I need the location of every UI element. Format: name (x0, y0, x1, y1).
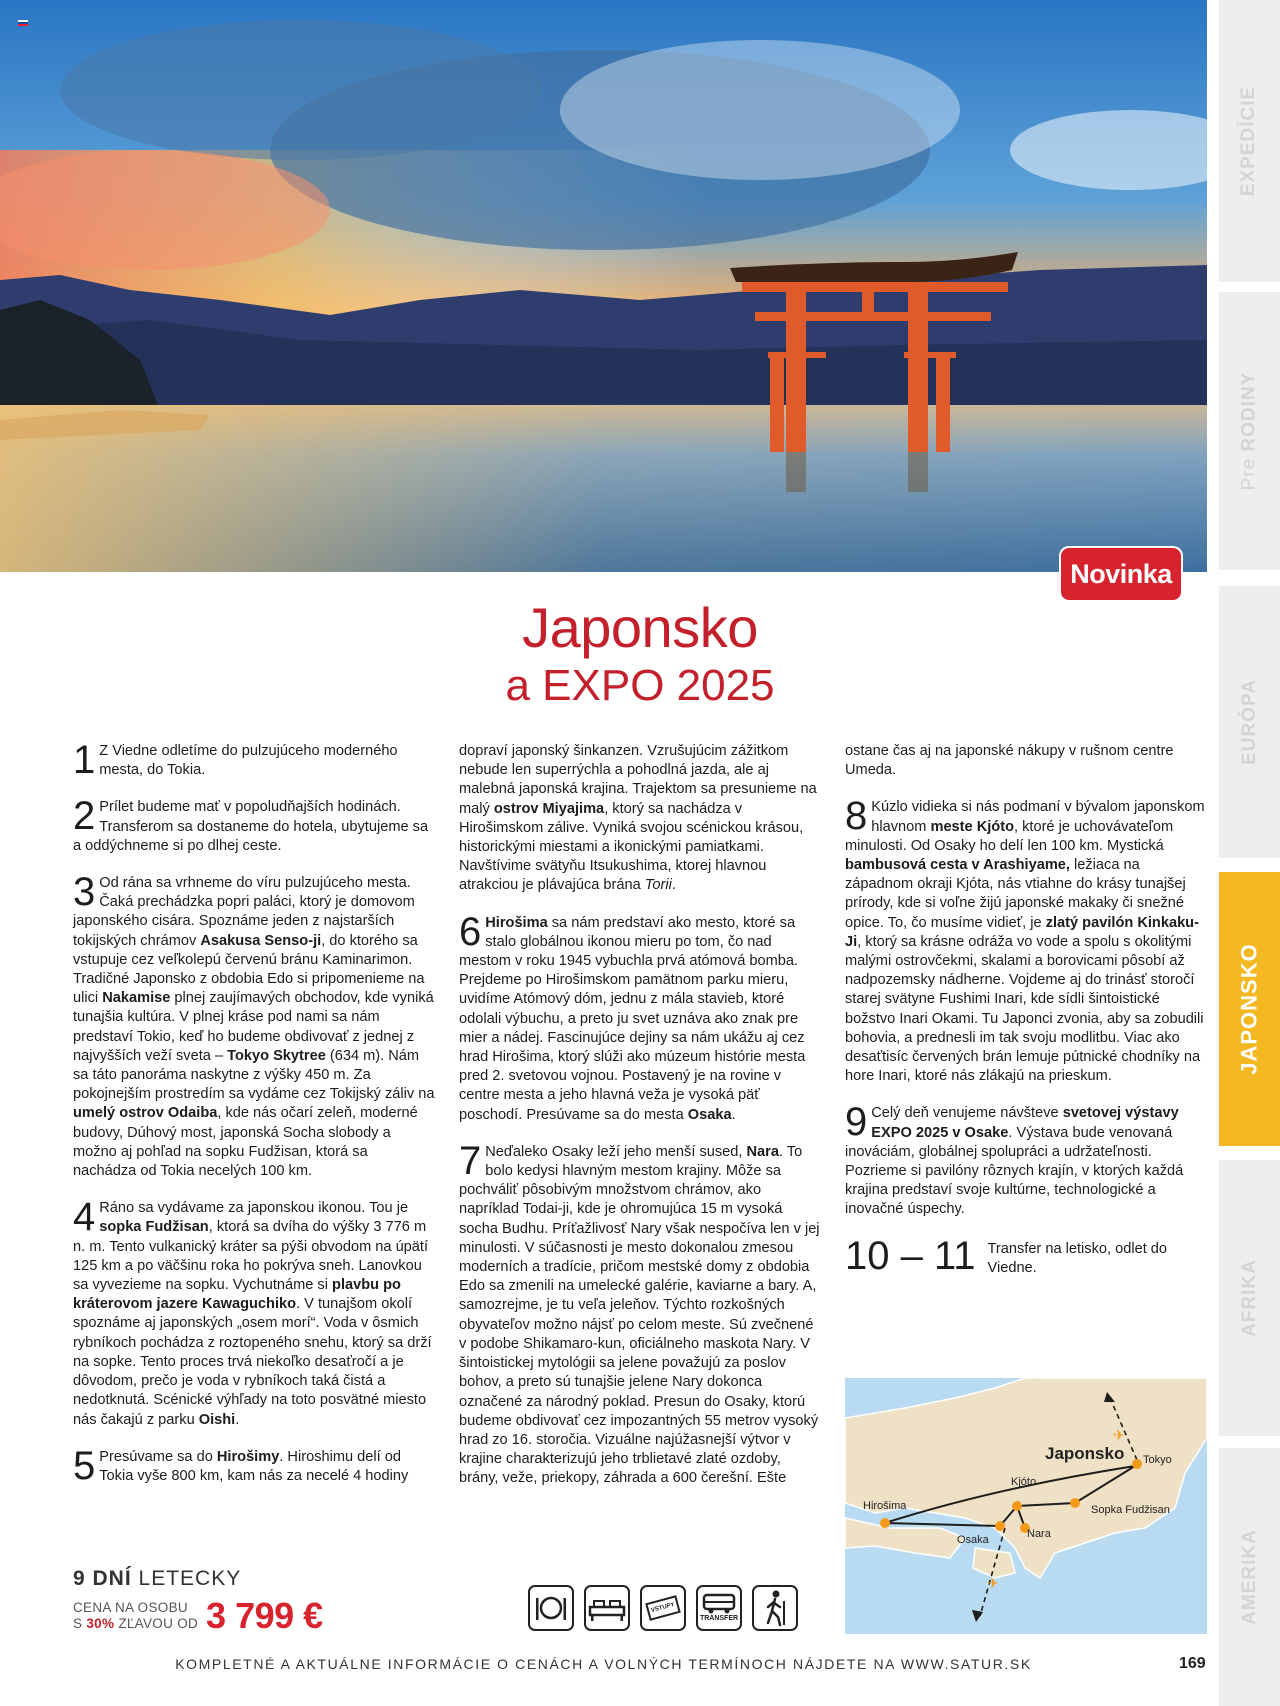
itinerary-column-1 (73, 738, 435, 1504)
day-8: 8 Kúzlo vidieka si nás podmaní v bývalom japonskom hlavnom meste Kjóto, ktoré je uchovávateľom minulosti. Od Osaky ho delí len 100 km. Mystická bambusová cesta v Arashiyame, ležiaca na západnom okraji Kjóta, nás vtiahne do krásy tunajšej prírody, kde si voľne žijú japonské makaky či snežné opice. To, čo musíme vidieť, je zlatý pavilón Kinkaku-Ji, ktorý sa krásne odráža vo vode a spolu s okolitými malými ostrovčekmi, skalami a borovicami pôsobí až nadpozemsky nádherne. Vojdeme aj do trinásť storočí starej svätyne Fushimi Inari, kde sídli šintoistické božstvo Inari Okami. Tu Japonci zvonia, aby sa zobudili bohovia, a prednesli im tak svoju modlitbu. Viac ako desaťtisíc červených brán lemuje pútnické chodníky na hore Inari, ktoré nás zlákajú na prieskum. (845, 794, 1205, 1085)
page-number: 169 (1179, 1655, 1206, 1672)
day-number: 3 (73, 870, 96, 915)
flag-icon (18, 20, 28, 27)
tab-afrika[interactable] (1219, 1160, 1280, 1436)
tab-label: EXPEDÍCIE (1238, 85, 1260, 197)
tab-expedicie[interactable] (1219, 0, 1280, 282)
day-number: 8 (845, 794, 868, 839)
day-number: 10 – 11 (845, 1233, 976, 1278)
day-7: 7 Neďaleko Osaky leží jeho menší sused, Nara. To bolo kedysi hlavným mestom krajiny. Môže sa pochváliť pôsobivým množstvom chrámov, ako napríklad Todai-ji, kde je ohromujúca 15 m vysoká socha Budhu. Príťažlivosť Nary však nespočíva len v jej minulosti. V súčasnosti je mesto dokonalou zmesou moderních a tradície, pričom mestské domy z obdobia Edo sa zmenili na umelecké galérie, kaviarne a bary. A, samozrejme, je tu veľa jeleňov. Týchto rozkošných obyvateľov možno nájsť po celom meste. Sú zvečnené v podobe Shikamaro-kun, oficiálneho maskota Nary. V šintoistickej mytológii sa jelene považujú za poslov bohov, a preto sú tunajšie jelene Nary dokonca označené za národný poklad. Presun do Osaky, ktorú budeme obdivovať cez impozantných 55 metrov vysoký hrad zo 16. storočia. Vizuálne najúžasnejší výtvor v krajine charakterizujú jeho trblietavé zlaté ozdoby, brány, veže, priekopy, záhrada a 600 čerešní. Ešte (459, 1138, 820, 1487)
map-city-osaka: Osaka (957, 1534, 989, 1546)
tab-label: AFRIKA (1238, 1259, 1260, 1337)
tab-label: AMERIKA (1238, 1529, 1260, 1625)
day-2 (73, 794, 435, 856)
tab-amerika[interactable] (1219, 1448, 1280, 1706)
day-7-continued: ostane čas aj na japonské nákupy v rušnom centre Umeda. (845, 743, 1174, 779)
map-city-hiroshima: Hirošima (863, 1500, 907, 1512)
title-line-2: a EXPO 2025 (505, 661, 775, 710)
svg-text:✈: ✈ (987, 1575, 999, 1591)
day-9: 9 Celý deň venujeme návšteve svetovej výstavy EXPO 2025 v Osake. Výstava bude venovaná inováciám, globálnej spolupráci a udržateľnosti. Pozrieme si pavilóny rôznych krajín, v ktorých každá krajina predstaví svoje kultúrne, technologické a inovačné úspechy. (845, 1100, 1184, 1218)
hiking-icon (752, 1585, 798, 1631)
trip-duration: 9 DNÍ LETECKY (73, 1567, 242, 1590)
day-number: 9 (845, 1100, 868, 1145)
day-4: 4 Ráno sa vydávame za japonskou ikonou. Tou je sopka Fudžisan, ktorá sa dvíha do výšky 3 776 m n. m. Tento vulkanický kráter sa pýši obvodom na úpätí 125 km a po väčšinu roka ho pokrýva sneh. Lanovkou sa vyvezieme na sopku. Vychutnáme si plavbu po kráterovom jazere Kawaguchiko. V tunajšom okolí spoznáme aj japonských „osem morí“. Voda v ôsmich rybníkoch pochádza z roztopeného snehu, ktorý sa drží na sopke. Tento proces trvá niekoľko desaťročí a je dôvodom, prečo je voda v rybníkoch taká čistá a nedotknutá. Scénické výhľady na toto posvätné miesto nás čakajú z parku Oishi. (73, 1195, 432, 1428)
day-number: 2 (73, 794, 96, 839)
tab-label: EURÓPA (1238, 679, 1260, 765)
svg-text:✈: ✈ (1113, 1427, 1125, 1443)
day-5-continued: dopraví japonský šinkanzen. Vzrušujúcim zážitkom nebude len superrýchla a pohodlná jazda, ale aj malebná japonská krajina. Trajektom sa presunieme na malý ostrov Miyajima, ktorý sa nachádza v Hirošimskom zálive. Vyniká svojou scénickou krásou, historickými miestami a ikonickými pamiatkami. Navštívime svätyňu Itsukushima, ktorej hlavnou atrakciou je plávajúca brána Torii. (459, 743, 817, 894)
tab-label: JAPONSKO (1236, 943, 1262, 1075)
day-1 (73, 738, 435, 782)
day-number: 6 (459, 909, 482, 954)
price-label: CENA NA OSOBU S 30% ZĽAVOU OD (73, 1600, 199, 1631)
tab-pre-rodiny[interactable]: Pre RODINY (1219, 292, 1280, 570)
day-number: 5 (73, 1443, 96, 1488)
ticket-icon: VSTUPY (640, 1585, 686, 1631)
price-amount: 3 799 € (206, 1595, 323, 1636)
day-number: 4 (73, 1195, 96, 1240)
map-city-kyoto: Kjóto (1011, 1476, 1037, 1488)
meal-icon (528, 1585, 574, 1631)
day-6: 6 Hirošima sa nám predstaví ako mesto, ktoré sa stalo globálnou ikonou mieru po tom, čo nad mestom v roku 1945 vybuchla prvá atómová bomba. Prejdeme po Hirošimskom pamätnom parku mieru, uvidíme Atómový dóm, jednu z mála stavieb, ktoré odolali výbuchu, a preto ju svet uznáva ako znak pre mier a nádej. Fascinujúce dejiny sa nám ukážu aj cez hrad Hirošima, ktorý slúži ako múzeum histórie mesta pred 2. svetovou vojnou. Postavený je na rovine v centre mesta a jeho hlavná veža je vysoká päť poschodí. Presúvame sa do mesta Osaka. (459, 909, 806, 1123)
day-text: Prílet budeme mať v popoludňajších hodinách. Transferom sa dostaneme do hotela, ubytujeme sa a oddýchneme si po dlhej ceste. (73, 799, 429, 854)
map-city-nara: Nara (1027, 1528, 1051, 1540)
map-city-fuji: Sopka Fudžisan (1091, 1504, 1170, 1516)
footer-info: KOMPLETNÉ A AKTUÁLNE INFORMÁCIE O CENÁCH A VOLNÝCH TERMÍNOCH NÁJDETE NA WWW.SATUR.SK (175, 1656, 1032, 1672)
day-5: 5 Presúvame sa do Hirošimy. Hiroshimu delí od Tokia vyše 800 km, kam nás za necelé 4 hodiny (73, 1443, 409, 1488)
day-number: 1 (73, 738, 96, 782)
hero-photo-torii-gate (0, 0, 1207, 572)
itinerary-column-2 (459, 742, 821, 1507)
price-block (73, 1567, 323, 1637)
route-map (845, 1378, 1207, 1634)
transfer-bus-icon: TRANSFER (696, 1585, 742, 1631)
tab-japonsko[interactable] (1219, 872, 1280, 1146)
day-3: 3 Od rána sa vrhneme do víru pulzujúceho mesta. Čaká prechádzka popri paláci, ktorý je domovom japonského cisára. Spoznáme jeden z najstarších tokijských chrámov Asakusa Senso-ji, do ktorého sa vstupuje cez veľkolepú červenú bránu Kaminarimon. Tradičné Japonsko z obdobia Edo si pripomenieme na ulici Nakamise plnej zaujímavých obchodov, kde vyniká tunajšia kultúra. V plnej kráse pod nami sa nám predstaví Tokio, keď ho budeme obdivovať z jednej z najvyšších veží sveta – Tokyo Skytree (634 m). Nám sa táto panoráma naskytne z výšky 450 m. Za pokojnejším prostredím sa vydáme cez Tokijský záliv na umelý ostrov Odaiba, kde nás očarí zeleň, moderné budovy, Dúhový most, japonská Socha slobody a možno aj pohľad na sopku Fudžisan, ktorá sa nachádza od Tokia necelých 100 km. (73, 870, 435, 1180)
itinerary-column-3 (845, 742, 1207, 1278)
map-city-tokyo: Tokyo (1143, 1454, 1172, 1466)
tab-label: RODINY (1238, 371, 1260, 452)
bed-icon (584, 1585, 630, 1631)
section-side-tabs (1219, 0, 1280, 1706)
day-10-11 (845, 1233, 1207, 1278)
day-number: 7 (459, 1138, 482, 1183)
tab-europa[interactable] (1219, 586, 1280, 858)
new-badge: Novinka (1061, 548, 1181, 600)
title-line-1: Japonsko (522, 596, 758, 659)
service-icons (528, 1585, 798, 1631)
page-title (420, 596, 860, 712)
day-text: Transfer na letisko, odlet do Viedne. (987, 1240, 1168, 1276)
map-country-label: Japonsko (1045, 1444, 1125, 1463)
day-text: Z Viedne odletíme do pulzujúceho moderného mesta, do Tokia. (99, 743, 398, 779)
